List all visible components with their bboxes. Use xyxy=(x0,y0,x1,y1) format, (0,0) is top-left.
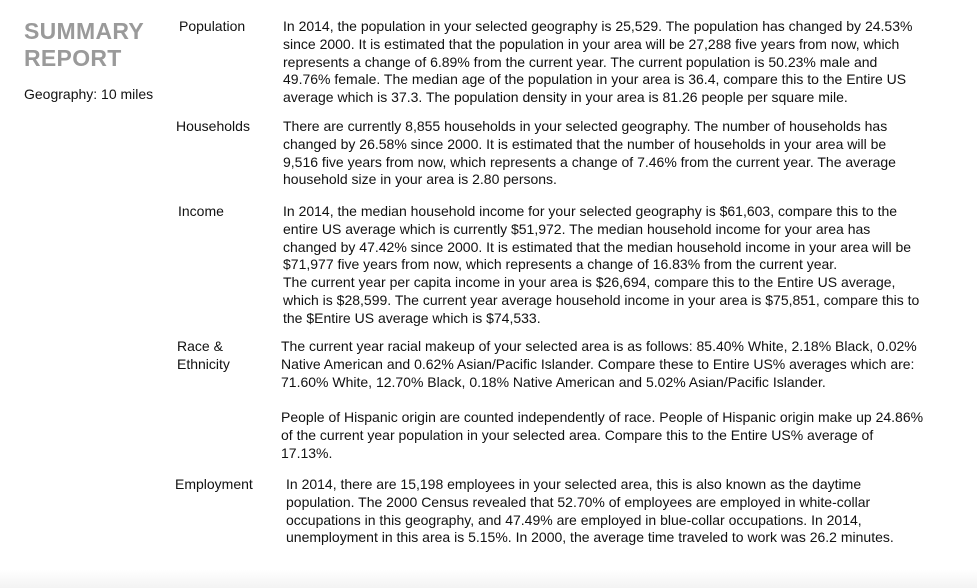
section-label-population: Population xyxy=(179,18,246,34)
section-text-employment: In 2014, there are 15,198 employees in your selected area, this is also known as the daytime population. The 2000 Census revealed that 52.70% of employees are employed in white-collar occupations in this geography, and 47.49% are employed in blue-collar occupations. In 2014, unemployment in this area is 5.15%. In 2000, the average time traveled to work was 26.2 minutes. xyxy=(286,476,894,546)
geography-label: Geography: 10 miles xyxy=(24,86,154,102)
section-text-income: In 2014, the median household income for your selected geography is $61,603, compare this to the entire US average which is currently $51,972. The median household income for your area has changed by 47.42% since 2000. It is estimated that the median household income in your area will be $71,977 five years from now, which represents a change of 16.83% from the current year. The current year per capita income in your area is $26,694, compare this to the Entire US average, which is $28,599. The current year average household income in your area is $75,851, compare this to the $Entire US average which is $74,533. xyxy=(283,203,920,326)
section-text-race: The current year racial makeup of your selected area is as follows: 85.40% White, 2.18% Black, 0.02% Native American and 0.62% Asian/Pacific Islander. Compare these to Entire US% averages which are: 71.60% White, 12.70% Black, 0.18% Native American and 5.02% Asian/Pacific Islander. xyxy=(281,338,917,390)
section-text-population: In 2014, the population in your selected geography is 25,529. The population has changed by 24.53% since 2000. It is estimated that the population in your area will be 27,288 five years from now, which represents a change of 6.89% from the current year. The current population is 50.23% male and 49.76% female. The median age of the population in your area is 36.4, compare this to the Entire US average which is 37.3. The population density in your area is 81.26 people per square mile. xyxy=(283,18,913,106)
page-bottom-shade xyxy=(0,570,977,588)
section-text-hispanic: People of Hispanic origin are counted independently of race. People of Hispanic origin make up 24.86% of the current year population in your selected area. Compare this to the Entire US% average of 17.13%. xyxy=(281,409,924,461)
section-label-employment: Employment xyxy=(175,476,253,492)
section-label-households: Households xyxy=(176,118,250,134)
section-label-race-ethnicity: Race & Ethnicity xyxy=(177,338,230,372)
report-title: SUMMARY REPORT xyxy=(24,18,145,71)
section-text-households: There are currently 8,855 households in your selected geography. The number of households has changed by 26.58% since 2000. It is estimated that the number of households in your area will be 9,516 five years from now, which represents a change of 7.46% from the current year. The average household size in your area is 2.80 persons. xyxy=(283,118,896,188)
section-label-income: Income xyxy=(178,203,224,219)
